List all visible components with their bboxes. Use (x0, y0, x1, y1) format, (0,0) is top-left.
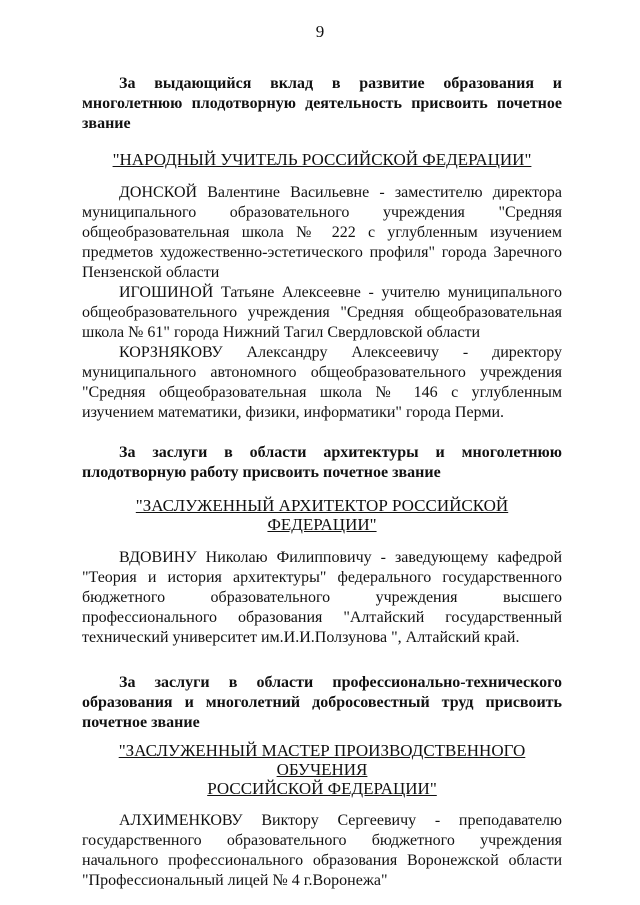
title-people-teacher: "НАРОДНЫЙ УЧИТЕЛЬ РОССИЙСКОЙ ФЕДЕРАЦИИ" (112, 150, 532, 169)
award-paragraph: АЛХИМЕНКОВУ Виктору Сергеевичу - преподавателю государственного образовательного бюджетного учреждения начального профессионального образования Воронежской области "Профессиональный лицей № 4 г.Воронежа" (82, 812, 562, 889)
page-number: 9 (315, 22, 325, 41)
award-paragraph: КОРЗНЯКОВУ Александру Алексеевичу - директору муниципального автономного общеобразовательного учреждения "Средняя общеобразовательная школа № 146 с углубленным изучением математики, физики, информатики" города Перми. (82, 344, 562, 421)
award-paragraph: ИГОШИНОЙ Татьяне Алексеевне - учителю муниципального общеобразовательного учреждения "Средняя общеобразовательная школа № 61" города Нижний Тагил Свердловской области (82, 284, 562, 341)
title-honored-master-line1: "ЗАСЛУЖЕННЫЙ МАСТЕР ПРОИЗВОДСТВЕННОГО ОБУЧЕНИЯ (118, 741, 526, 779)
title-honored-master-line2: РОССИЙСКОЙ ФЕДЕРАЦИИ" (207, 779, 437, 798)
section-heading-vocational: За заслуги в области профессионально-технического образования и многолетний добросовестный труд присвоить почетное звание (82, 674, 562, 731)
title-honored-architect: "ЗАСЛУЖЕННЫЙ АРХИТЕКТОР РОССИЙСКОЙ ФЕДЕРАЦИИ" (135, 496, 509, 534)
award-paragraph: ДОНСКОЙ Валентине Васильевне - заместителю директора муниципального образовательного учреждения "Средняя общеобразовательная школа № 222 с углубленным изучением предметов художественно-эстетического профиля" города Заречного Пензенской области (82, 184, 562, 281)
section-heading-education: За выдающийся вклад в развитие образования и многолетнюю плодотворную деятельность присвоить почетное звание (82, 75, 562, 132)
document-body (82, 74, 562, 891)
award-paragraph: ВДОВИНУ Николаю Филипповичу - заведующему кафедрой "Теория и история архитектуры" федерального государственного бюджетного образовательного учреждения высшего профессионального образования "Алтайский государственный технический университет им.И.И.Ползунова ", Алтайский край. (82, 549, 562, 646)
section-heading-architecture: За заслуги в области архитектуры и многолетнюю плодотворную работу присвоить почетное звание (82, 444, 562, 481)
